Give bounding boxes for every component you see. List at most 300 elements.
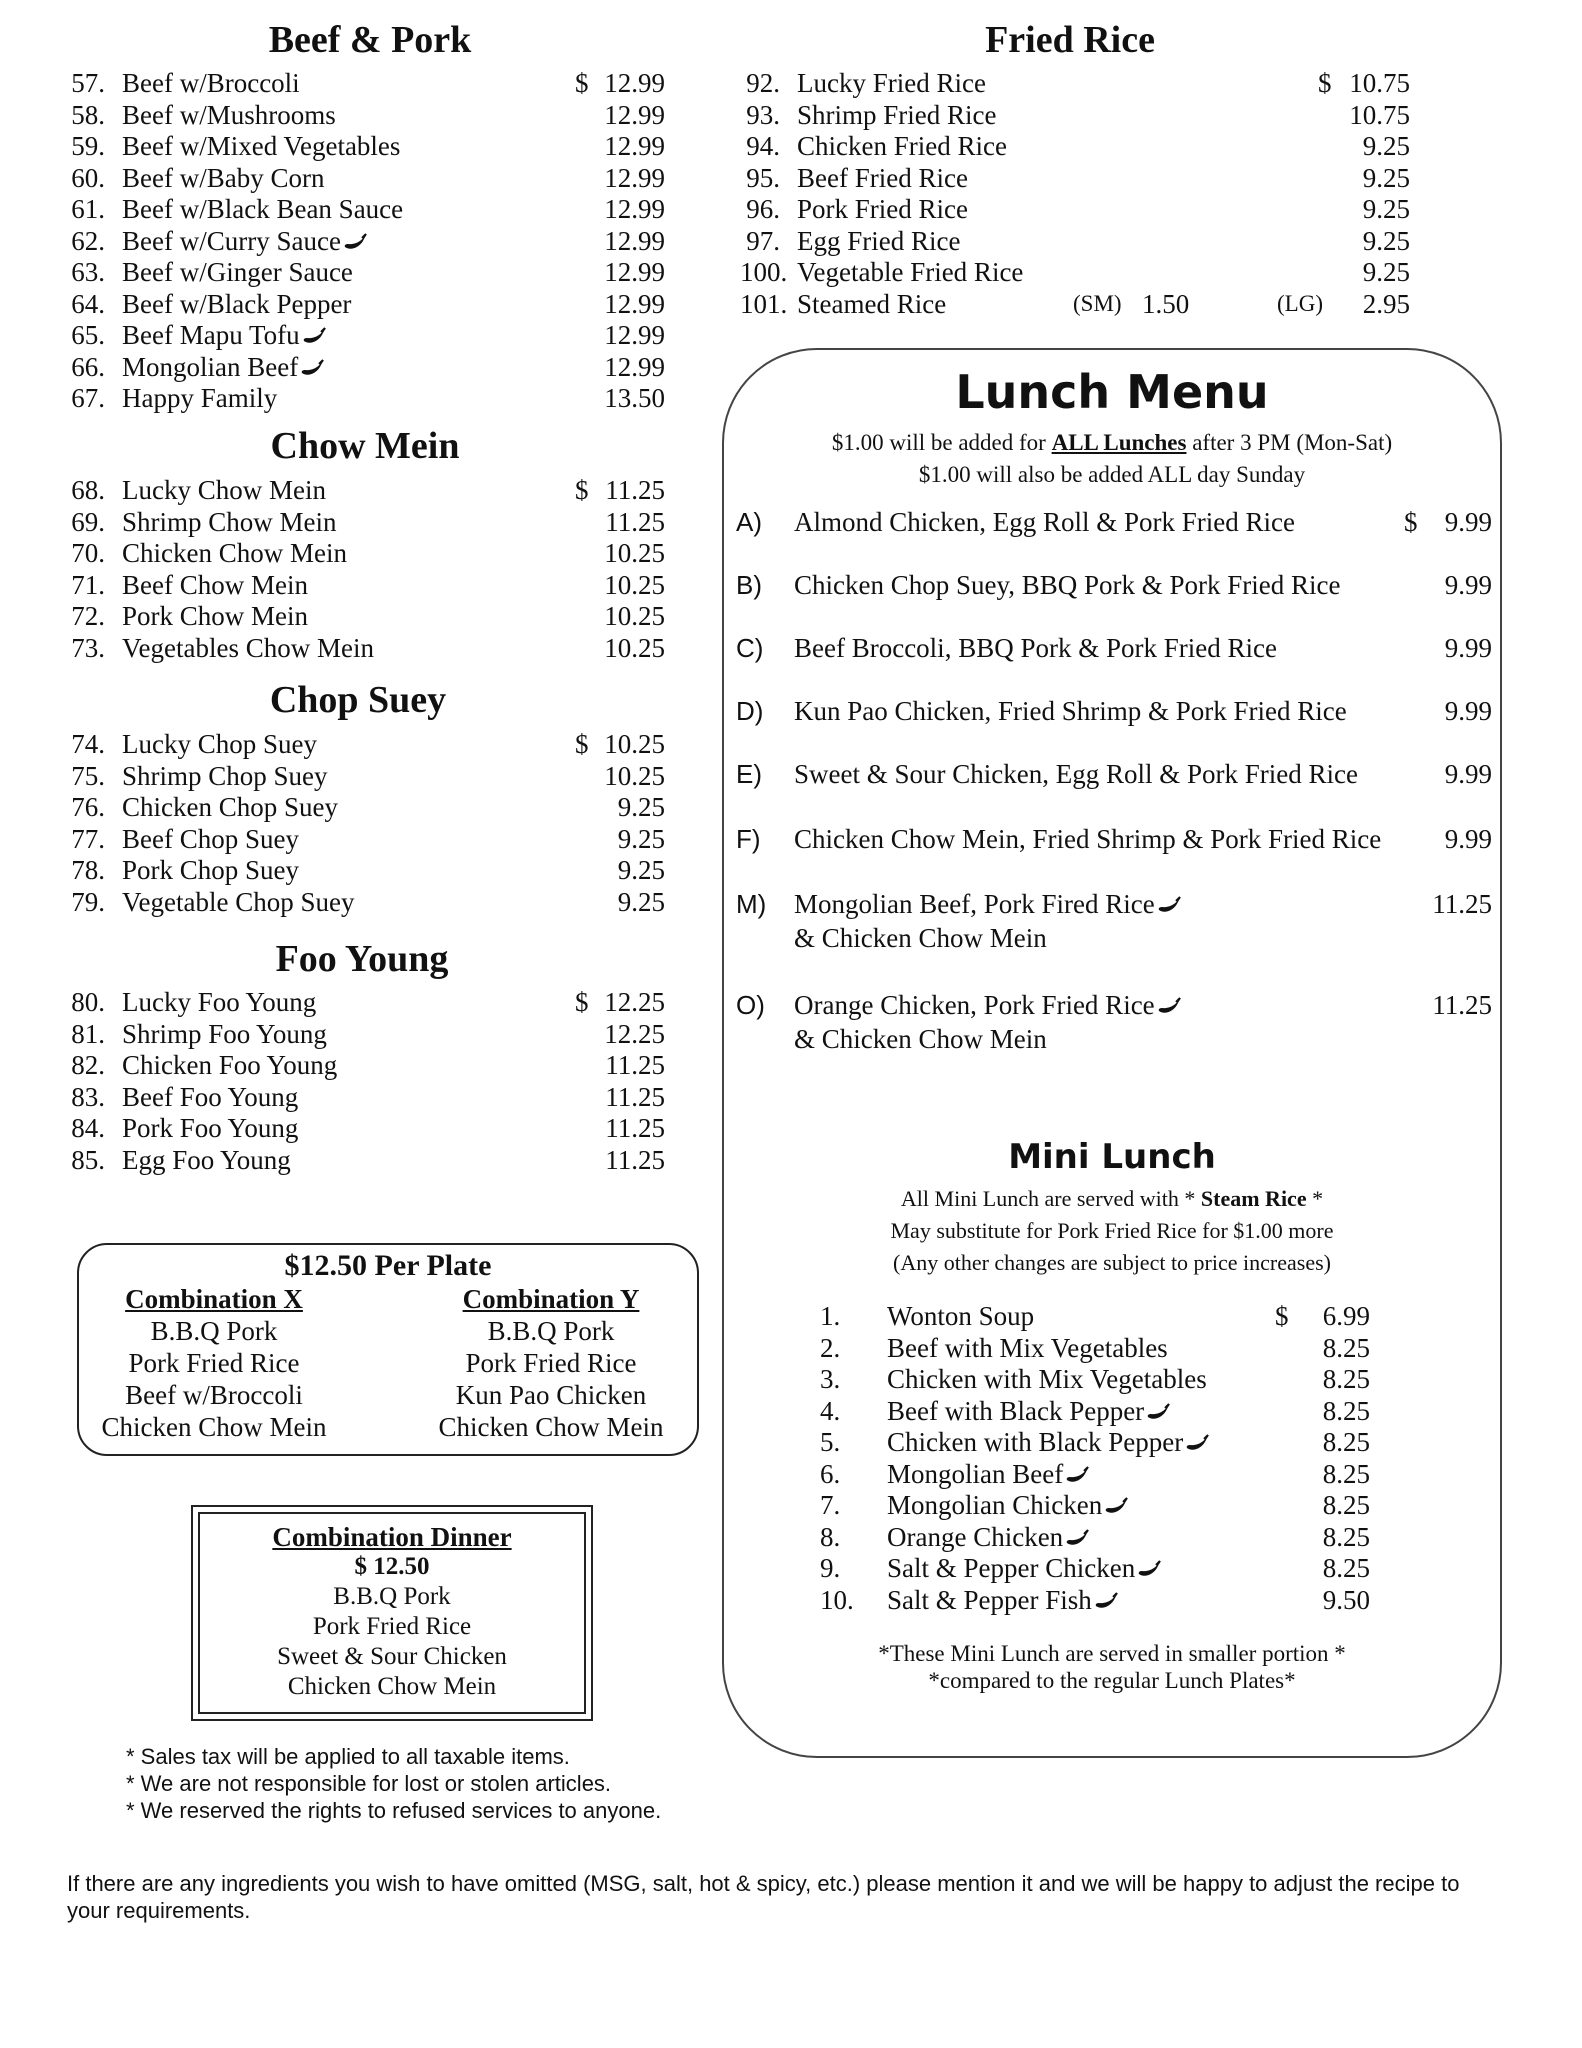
item-number: 80. [71, 987, 105, 1017]
menu-item-row [65, 475, 685, 507]
fried-rice-list [740, 68, 1440, 289]
combo-dinner-item: Sweet & Sour Chicken [277, 1643, 507, 1670]
menu-item-row [65, 792, 685, 824]
item-name [122, 226, 368, 258]
lunch-item-description [794, 822, 1381, 856]
lunch-item [736, 694, 1496, 728]
lunch-item-line-1 [794, 757, 1358, 791]
lunch-item-description [794, 757, 1358, 791]
item-price: 10.25 [604, 538, 665, 568]
item-name-text: Beef w/Mixed Vegetables [122, 131, 401, 161]
lunch-item-line-1-text: Mongolian Beef, Pork Fired Rice [794, 889, 1155, 919]
item-name-text: Shrimp Chop Suey [122, 760, 328, 791]
item-name [122, 1145, 291, 1177]
item-name-text: Chicken Fried Rice [797, 131, 1007, 161]
item-currency: $ [575, 729, 589, 759]
item-name-text: Chicken with Mix Vegetables [887, 1364, 1207, 1394]
item-name-text: Beef w/Broccoli [122, 68, 300, 98]
item-number: 83. [71, 1081, 105, 1112]
lunch-item-description [794, 631, 1277, 665]
item-number: 3. [820, 1364, 841, 1394]
chili-pepper-icon [342, 233, 368, 251]
lunch-menu-title: Lunch Menu [955, 365, 1269, 419]
item-name [122, 887, 354, 919]
item-number: 8. [820, 1521, 841, 1552]
item-number: 96. [746, 194, 780, 224]
item-price: 10.25 [604, 760, 665, 791]
item-name [887, 1585, 1119, 1617]
item-number: 73. [71, 632, 105, 663]
item-number: 63. [71, 257, 105, 287]
item-name-text: Lucky Fried Rice [797, 68, 986, 98]
lunch-item-letter: O) [736, 990, 765, 1020]
mini-lunch-list [820, 1301, 1380, 1616]
menu-item-row [65, 1145, 685, 1177]
item-price: 10.25 [604, 632, 665, 663]
item-number: 77. [71, 823, 105, 854]
chow-mein-list [65, 475, 685, 664]
item-name-text: Chicken Foo Young [122, 1050, 338, 1080]
item-price: 8.25 [1322, 1521, 1370, 1552]
item-name [122, 729, 317, 761]
lunch-item-line-1-text: Chicken Chop Suey, BBQ Pork & Pork Fried Rice [794, 570, 1341, 600]
lunch-item-line-1-text: Orange Chicken, Pork Fried Rice [794, 990, 1155, 1020]
item-name [887, 1553, 1162, 1585]
mini-note-1-pre: All Mini Lunch are served with * [900, 1186, 1201, 1211]
item-name-text: Beef w/Ginger Sauce [122, 257, 353, 287]
item-price: 9.25 [617, 886, 665, 917]
item-currency: $ [575, 987, 589, 1017]
item-name-text: Salt & Pepper Chicken [887, 1553, 1136, 1583]
lunch-item-letter: C) [736, 633, 764, 663]
mini-lunch-note-3: (Any other changes are subject to price increases) [893, 1250, 1331, 1275]
menu-item-row [820, 1553, 1380, 1585]
item-name-text: Pork Fried Rice [797, 194, 968, 224]
item-price: 6.99 [1322, 1301, 1370, 1331]
item-number: 72. [71, 601, 105, 631]
item-number: 64. [71, 288, 105, 319]
item-price: 10.25 [604, 729, 665, 759]
item-number: 60. [71, 162, 105, 193]
item-price: 11.25 [605, 1113, 665, 1143]
combo-dinner-item: Chicken Chow Mein [287, 1673, 497, 1700]
item-name-text: Beef w/Black Pepper [122, 288, 352, 319]
item-number: 65. [71, 320, 105, 350]
menu-item-row [65, 320, 685, 352]
menu-item-row [65, 538, 685, 570]
item-number: 70. [71, 538, 105, 568]
item-name [122, 761, 328, 793]
item-name-text: Lucky Foo Young [122, 987, 317, 1017]
item-name [122, 475, 326, 507]
menu-item-row [65, 1113, 685, 1145]
item-name [122, 507, 337, 539]
item-number: 59. [71, 131, 105, 161]
item-name [122, 194, 403, 226]
mini-lunch-foot-1: *These Mini Lunch are served in smaller portion * [878, 1641, 1346, 1666]
item-name-text: Egg Foo Young [122, 1144, 291, 1175]
item-name-text: Vegetables Chow Mein [122, 632, 374, 663]
section-title-chow-mein: Chow Mein [270, 425, 460, 467]
item-number: 95. [746, 162, 780, 193]
item-name [887, 1490, 1129, 1522]
item-name [122, 257, 353, 289]
item-name-text: Vegetable Fried Rice [797, 257, 1024, 287]
item-price: 8.25 [1322, 1332, 1370, 1363]
item-number: 84. [71, 1113, 105, 1143]
menu-item-row [65, 289, 685, 321]
combo-plate-title: $12.50 Per Plate [284, 1249, 492, 1282]
lunch-item-letter: F) [736, 824, 761, 854]
item-number: 6. [820, 1458, 841, 1489]
lunch-item-line-2: & Chicken Chow Mein [794, 923, 1047, 953]
menu-item-row [65, 1050, 685, 1082]
lunch-item-line-1 [794, 822, 1381, 856]
steamed-rice-num: 101. [740, 289, 788, 319]
item-number: 4. [820, 1395, 841, 1426]
policy-notes [126, 1743, 776, 1824]
lunch-item-letter: D) [736, 696, 764, 726]
menu-item-row [820, 1364, 1380, 1396]
menu-item-row [65, 1082, 685, 1114]
item-number: 93. [746, 99, 780, 130]
menu-item-row [65, 887, 685, 919]
item-number: 62. [71, 225, 105, 256]
lunch-item [736, 631, 1496, 665]
menu-item-row [65, 855, 685, 887]
item-name-text: Lucky Chop Suey [122, 729, 317, 759]
item-name-text: Beef w/Mushrooms [122, 99, 336, 130]
item-name-text: Pork Chow Mein [122, 601, 309, 631]
lunch-item-description [794, 988, 1182, 1056]
item-number: 82. [71, 1050, 105, 1080]
item-name-text: Wonton Soup [887, 1301, 1035, 1331]
item-name-text: Beef with Black Pepper [887, 1395, 1145, 1426]
item-name [887, 1333, 1168, 1365]
combo-dinner-price: $ 12.50 [354, 1553, 430, 1580]
lunch-note-1-pre: $1.00 will be added for [831, 430, 1052, 455]
lunch-item [736, 887, 1496, 955]
steamed-rice-row [740, 288, 1440, 320]
menu-item-row [820, 1396, 1380, 1428]
chili-pepper-icon [1064, 1466, 1090, 1484]
note-line: * We reserved the rights to refused services to anyone. [126, 1798, 662, 1823]
item-price: 12.99 [604, 68, 665, 98]
item-name [122, 320, 327, 352]
item-name-text: Happy Family [122, 383, 278, 413]
menu-item-row [65, 987, 685, 1019]
lunch-item-line-1 [794, 631, 1277, 665]
item-number: 57. [71, 68, 105, 98]
combo-y-item: B.B.Q Pork [487, 1316, 615, 1346]
item-price: 9.25 [617, 792, 665, 822]
item-number: 10. [820, 1584, 854, 1615]
lunch-item-currency: $ [1404, 507, 1418, 537]
item-name-text: Beef w/Baby Corn [122, 162, 325, 193]
item-name [797, 131, 1007, 163]
item-price: 11.25 [605, 475, 665, 505]
combo-y-item: Pork Fried Rice [465, 1348, 637, 1378]
combo-x-item: Pork Fried Rice [128, 1348, 300, 1378]
menu-item-row [65, 570, 685, 602]
item-price: 8.25 [1322, 1395, 1370, 1426]
item-price: 8.25 [1322, 1427, 1370, 1457]
chili-pepper-icon [1103, 1497, 1129, 1515]
item-price: 9.25 [1362, 225, 1410, 256]
item-name [122, 163, 324, 195]
item-name-text: Beef Mapu Tofu [122, 320, 300, 350]
item-name [122, 1113, 298, 1145]
item-number: 76. [71, 792, 105, 822]
item-name [122, 633, 374, 665]
menu-item-row [65, 507, 685, 539]
item-name [122, 68, 300, 100]
lunch-item-description [794, 887, 1182, 955]
menu-item-row [740, 131, 1440, 163]
item-number: 100. [740, 257, 788, 287]
mini-note-1-post: * [1306, 1186, 1324, 1211]
item-price: 13.50 [604, 383, 665, 413]
lunch-note-1 [722, 428, 1502, 458]
item-number: 74. [71, 729, 105, 759]
item-price: 9.25 [1362, 131, 1410, 161]
item-name [122, 100, 336, 132]
item-price: 8.25 [1322, 1553, 1370, 1583]
lunch-note-2: $1.00 will also be added ALL day Sunday [918, 462, 1306, 487]
chili-pepper-icon [1093, 1592, 1119, 1610]
menu-item-row [740, 163, 1440, 195]
menu-item-row [65, 824, 685, 856]
item-name-text: Beef Chow Mein [122, 569, 308, 600]
item-name [887, 1396, 1171, 1428]
menu-item-row [820, 1490, 1380, 1522]
item-price: 8.25 [1322, 1458, 1370, 1489]
item-number: 92. [746, 68, 780, 98]
item-name-text: Salt & Pepper Fish [887, 1584, 1092, 1615]
lunch-item-line-1-text: Kun Pao Chicken, Fried Shrimp & Pork Fried Rice [794, 696, 1347, 726]
combo-y-item: Kun Pao Chicken [455, 1380, 647, 1410]
combination-y [421, 1283, 681, 1443]
lunch-note-1-post: after 3 PM (Mon-Sat) [1186, 430, 1393, 455]
item-price: 12.99 [604, 257, 665, 287]
menu-item-row [740, 100, 1440, 132]
menu-item-row [740, 226, 1440, 258]
item-number: 68. [71, 475, 105, 505]
combo-x-item: Chicken Chow Mein [101, 1412, 327, 1442]
item-price: 12.99 [604, 194, 665, 224]
item-price: 12.99 [604, 131, 665, 161]
item-price: 9.25 [617, 823, 665, 854]
lunch-item-letter: A) [736, 507, 762, 537]
item-name [887, 1364, 1207, 1396]
item-number: 5. [820, 1427, 841, 1457]
menu-item-row [65, 729, 685, 761]
item-price: 10.25 [604, 569, 665, 600]
item-number: 71. [71, 569, 105, 600]
item-name [122, 824, 299, 856]
item-price: 9.25 [1362, 194, 1410, 224]
item-price: 12.25 [604, 1018, 665, 1049]
item-currency: $ [1275, 1301, 1289, 1331]
item-price: 10.75 [1349, 68, 1410, 98]
item-currency: $ [575, 68, 589, 98]
lunch-item-line-1 [794, 505, 1295, 539]
item-name-text: Mongolian Beef [122, 351, 299, 382]
menu-item-row [740, 68, 1440, 100]
item-number: 1. [820, 1301, 841, 1331]
item-price: 12.99 [604, 225, 665, 256]
mini-note-1-em: Steam Rice [1200, 1186, 1307, 1211]
section-title-foo-young: Foo Young [275, 938, 449, 980]
lunch-item-letter: M) [736, 889, 767, 919]
lunch-item-description [794, 694, 1347, 728]
lunch-item-letter: B) [736, 570, 762, 600]
menu-item-row [65, 100, 685, 132]
item-price: 12.25 [604, 987, 665, 1017]
steamed-rice-name: Steamed Rice [797, 289, 947, 319]
lunch-item-price: 11.25 [1432, 990, 1492, 1020]
mini-lunch-note-2: May substitute for Pork Fried Rice for $1.00 more [890, 1218, 1334, 1243]
item-number: 81. [71, 1018, 105, 1049]
combination-plate-box [77, 1243, 699, 1456]
item-name [797, 226, 960, 258]
item-name-text: Pork Chop Suey [122, 855, 300, 885]
item-name [122, 131, 400, 163]
item-number: 69. [71, 506, 105, 537]
combo-dinner-title: Combination Dinner [272, 1522, 512, 1552]
menu-item-row [65, 226, 685, 258]
chop-suey-list [65, 729, 685, 918]
item-name-text: Beef with Mix Vegetables [887, 1332, 1168, 1363]
combo-x-item: Beef w/Broccoli [125, 1380, 303, 1410]
item-number: 85. [71, 1144, 105, 1175]
combo-dinner-item: Pork Fried Rice [312, 1613, 472, 1640]
item-price: 9.25 [1362, 257, 1410, 287]
menu-item-row [820, 1522, 1380, 1554]
lunch-item-price: 9.99 [1444, 696, 1492, 726]
item-name [122, 1050, 337, 1082]
item-number: 66. [71, 351, 105, 382]
item-price: 9.50 [1322, 1584, 1370, 1615]
item-price: 11.25 [605, 1144, 665, 1175]
item-number: 9. [820, 1553, 841, 1583]
item-name-text: Shrimp Chow Mein [122, 506, 337, 537]
lunch-item-line-1 [794, 568, 1341, 602]
chili-pepper-icon [1156, 997, 1182, 1015]
item-number: 79. [71, 886, 105, 917]
menu-item-row [65, 761, 685, 793]
lunch-item-price: 9.99 [1444, 507, 1492, 537]
steamed-rice-lg-label: (LG) [1277, 291, 1323, 316]
beef-pork-list [65, 68, 685, 415]
menu-item-row [65, 194, 685, 226]
item-number: 94. [746, 131, 780, 161]
item-name [887, 1427, 1210, 1459]
menu-item-row [820, 1459, 1380, 1491]
section-title-beef-pork: Beef & Pork [268, 19, 472, 61]
item-number: 78. [71, 855, 105, 885]
item-price: 10.75 [1349, 99, 1410, 130]
lunch-item-line-1-text: Almond Chicken, Egg Roll & Pork Fried Rice [794, 507, 1295, 537]
combo-y-item: Chicken Chow Mein [438, 1412, 664, 1442]
foo-young-list [65, 987, 685, 1176]
menu-item-row [65, 68, 685, 100]
item-name-text: Beef Chop Suey [122, 823, 299, 854]
note-line: * We are not responsible for lost or stolen articles. [126, 1771, 612, 1796]
item-number: 61. [71, 194, 105, 224]
item-number: 58. [71, 99, 105, 130]
lunch-item-line-1 [794, 887, 1182, 921]
item-number: 75. [71, 760, 105, 791]
item-name-text: Lucky Chow Mein [122, 475, 326, 505]
item-name-text: Egg Fried Rice [797, 225, 961, 256]
item-name [122, 855, 299, 887]
item-name [122, 792, 338, 824]
item-name-text: Orange Chicken [887, 1521, 1064, 1552]
section-title-chop-suey: Chop Suey [269, 679, 447, 721]
lunch-item [736, 757, 1496, 791]
chili-pepper-icon [1156, 896, 1182, 914]
chili-pepper-icon [1184, 1434, 1210, 1452]
item-name-text: Shrimp Foo Young [122, 1018, 327, 1049]
item-price: 12.99 [604, 99, 665, 130]
mini-lunch-note-1 [722, 1183, 1502, 1215]
lunch-item-description [794, 505, 1295, 539]
menu-item-row [820, 1585, 1380, 1617]
item-price: 8.25 [1322, 1490, 1370, 1520]
lunch-item [736, 988, 1496, 1056]
item-name [122, 352, 325, 384]
chili-pepper-icon [1145, 1403, 1171, 1421]
item-name-text: Chicken with Black Pepper [887, 1427, 1184, 1457]
item-name [122, 570, 308, 602]
item-currency: $ [1318, 68, 1332, 98]
menu-item-row [65, 163, 685, 195]
item-number: 7. [820, 1490, 841, 1520]
lunch-item-line-1-text: Chicken Chow Mein, Fried Shrimp & Pork Fried Rice [794, 824, 1382, 854]
item-name [797, 163, 968, 195]
lunch-note-1-em: ALL Lunches [1051, 430, 1187, 455]
lunch-item [736, 822, 1496, 856]
lunch-item [736, 568, 1496, 602]
menu-item-row [740, 194, 1440, 226]
item-name-text: Beef w/Curry Sauce [122, 225, 341, 256]
item-name [887, 1301, 1034, 1333]
combination-dinner-box [191, 1505, 593, 1721]
item-currency: $ [575, 475, 589, 505]
lunch-item-line-1-text: Beef Broccoli, BBQ Pork & Pork Fried Rice [794, 633, 1277, 663]
menu-item-row [65, 633, 685, 665]
item-name-text: Shrimp Fried Rice [797, 99, 997, 130]
combo-x-item: B.B.Q Pork [150, 1316, 278, 1346]
menu-item-row [65, 257, 685, 289]
item-name-text: Beef Fried Rice [797, 162, 968, 193]
mini-lunch-foot-2: *compared to the regular Lunch Plates* [928, 1668, 1296, 1693]
lunch-item-price: 9.99 [1444, 759, 1492, 789]
item-number: 67. [71, 383, 105, 413]
lunch-item-price: 9.99 [1444, 633, 1492, 663]
lunch-item-price: 9.99 [1444, 570, 1492, 600]
item-name-text: Beef Foo Young [122, 1081, 299, 1112]
lunch-item-line-1 [794, 988, 1182, 1022]
item-name-text: Mongolian Beef [887, 1458, 1064, 1489]
footer-text: If there are any ingredients you wish to have omitted (MSG, salt, hot & spicy, etc.) please mention it and we will be happy to adjust the recipe to your requirements. [67, 1871, 1460, 1923]
note-line: * Sales tax will be applied to all taxable items. [126, 1744, 570, 1769]
item-price: 11.25 [605, 1081, 665, 1112]
lunch-item-line-1 [794, 694, 1347, 728]
lunch-item [736, 505, 1496, 539]
steamed-rice-lg-price: 2.95 [1362, 289, 1410, 319]
